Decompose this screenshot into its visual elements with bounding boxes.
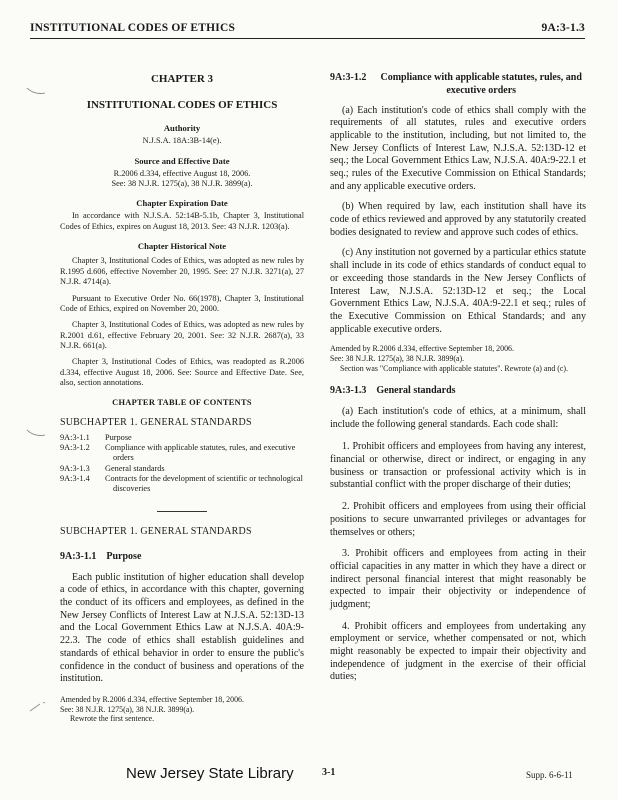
margin-mark [26,86,46,96]
amend-line: Rewrote the first sentence. [70,714,155,724]
section-title: Purpose [106,550,142,562]
section-number: 9A:3-1.3 [330,385,367,397]
running-header-title: INSTITUTIONAL CODES OF ETHICS [30,22,236,34]
section-heading-purpose [60,551,304,564]
toc-title: Compliance with applicable statutes, rules, and executive orders [105,443,296,463]
section-title: Compliance with applicable statutes, rules, and executive orders [380,72,582,96]
margin-mark [26,428,46,438]
section-title: General standards [376,385,456,397]
purpose-paragraph: Each public institution of higher education shall develop a code of ethics, in accordance with this chapter, governing the conduct of its officers and employees, as defined in the New Jersey Conflicts of Interest Law at N.J.S.A. 52:13D-13 and the Local Government Ethics Law at N.J.S.A. 40A:9-22.3. The code of ethics shall establish guidelines and standards of ethical behavior in order to ensure the public's confidence in the conduct of business and operations of the institution. [60,571,304,685]
standards-item: 3. Prohibit officers and employees from acting in their official capacities in any matter in which they have a direct or indirect personal financial interest that might reasonably be expected to impair their objectivity or independence of judgment; [330,548,586,610]
amend-line: See: 38 N.J.R. 1275(a), 38 N.J.R. 3899(a). [330,353,465,363]
running-header-section: 9A:3-1.3 [541,22,585,34]
compliance-para-b: (b) When required by law, each institution shall have its code of ethics reviewed and approved by any statutorily created bodies designated to review and approve such codes of ethics. [330,201,586,238]
section-number: 9A:3-1.2 [330,72,367,83]
toc-number: 9A:3-1.4 [60,474,90,484]
right-column [330,72,586,693]
section-heading-compliance [330,72,586,98]
toc-number: 9A:3-1.3 [60,463,90,473]
toc-number: 9A:3-1.1 [60,432,90,442]
authority-text: N.J.S.A. 18A:3B-14(e). [142,136,222,146]
toc-title: General standards [105,463,165,473]
compliance-para-a: (a) Each institution's code of ethics shall comply with the requirements of all statutes, rules and executive orders applicable to the institution, including, but not limited to, the New Jersey Conflicts of Interest Law, N.J.S.A. 52:13D-12 et seq.; the Local Government Ethics Law, N.J.S.A. 40A:9-22.1 et seq.; rules of the Executive Commission on Ethical Standards; and any applicable executive orders. [330,104,586,192]
toc-row[interactable] [60,433,304,443]
toc-heading: CHAPTER TABLE OF CONTENTS [112,398,252,408]
section-number: 9A:3-1.1 [60,550,97,562]
chapter-title: INSTITUTIONAL CODES OF ETHICS [86,99,278,112]
section-heading-general-standards [330,385,586,398]
standards-item: 1. Prohibit officers and employees from having any interest, financial or otherwise, direct or indirect, or engaging in any business or transaction or professional activity which is in substantial conflict with the proper discharge of their duties; [330,441,586,491]
history-notes [60,256,304,388]
expiration-heading: Chapter Expiration Date [136,198,228,209]
toc-row[interactable] [60,443,304,462]
toc-number: 9A:3-1.2 [60,443,90,453]
toc-row[interactable] [60,464,304,474]
compliance-amendment-note [330,344,586,373]
section-divider [157,511,207,512]
library-watermark: New Jersey State Library [126,765,294,782]
standards-item: 2. Prohibit officers and employees from using their official positions to secure unwarranted privileges or advantages for themselves or others; [330,501,586,538]
toc-row[interactable] [60,474,304,493]
expiration-text: In accordance with N.J.S.A. 52:14B-5.1b, Chapter 3, Institutional Codes of Ethics, expires on August 18, 2013. See: 43 N.J.R. 1203(a). [60,211,304,231]
history-heading: Chapter Historical Note [137,241,227,252]
toc-list [60,433,304,493]
source-heading: Source and Effective Date [134,155,230,166]
amend-line: See: 38 N.J.R. 1275(a), 38 N.J.R. 3899(a). [60,704,195,714]
subchapter-heading: SUBCHAPTER 1. GENERAL STANDARDS [60,526,252,538]
page-number: 3-1 [322,767,336,778]
history-note: Chapter 3, Institutional Codes of Ethics, was adopted as new rules by R.2001 d.61, effective February 20, 2001. See: 32 N.J.R. 2687(a), 33 N.J.R. 661(a). [60,320,304,350]
compliance-para-c: (c) Any institution not governed by a particular ethics statute shall include in its code of ethics standards of conduct equal to or exceeding those standards in the New Jersey Conflicts of Interest Law, N.J.S.A. 52:13D-12 et seq.; the Local Government Ethics Law, N.J.S.A. 40A:9-22.1 et seq.; rules of the Executive Commission on Ethical Standards; and any applicable executive orders. [330,247,586,335]
history-note: Pursuant to Executive Order No. 66(1978), Chapter 3, Institutional Code of Ethics, expired on November 20, 2000. [60,293,304,313]
amend-line: Section was "Compliance with applicable statutes". Rewrote (a) and (c). [340,363,568,373]
amend-line: Amended by R.2006 d.334, effective September 18, 2006. [330,344,514,354]
chapter-number: CHAPTER 3 [150,73,214,85]
authority-heading: Authority [163,123,201,134]
margin-mark [28,702,48,712]
supplement-date: Supp. 6-6-11 [526,770,573,780]
toc-title: Contracts for the development of scientific or technological discoveries [105,474,303,493]
standards-item: 4. Prohibit officers and employees from undertaking any employment or service, whether compensated or not, which might reasonably be expected to impair their objectivity and independence of judgment in the exercise of their official duties; [330,620,586,683]
source-line-1: R.2006 d.334, effective August 18, 2006. [113,168,251,178]
history-note: Chapter 3, Institutional Codes of Ethics, was adopted as new rules by R.1995 d.606, effective November 20, 1995. See: 27 N.J.R. 3271(a), 27 N.J.R. 4714(a). [60,256,304,287]
amend-line: Amended by R.2006 d.334, effective September 18, 2006. [60,694,244,704]
standards-para-a: (a) Each institution's code of ethics, at a minimum, shall include the following general standards. Each code shall: [330,406,586,430]
source-line-2: See: 38 N.J.R. 1275(a), 38 N.J.R. 3899(a). [111,178,253,188]
purpose-amendment-note [60,695,304,724]
left-column [60,72,304,724]
toc-title: Purpose [105,432,132,442]
source-text [60,169,304,190]
page-footer [0,764,618,794]
toc-subchapter: SUBCHAPTER 1. GENERAL STANDARDS [60,417,252,429]
running-header [30,22,585,39]
history-note: Chapter 3, Institutional Codes of Ethics, was readopted as R.2006 d.334, effective August 18, 2006. See: Source and Effective Date. See, also, section annotations. [60,357,304,388]
